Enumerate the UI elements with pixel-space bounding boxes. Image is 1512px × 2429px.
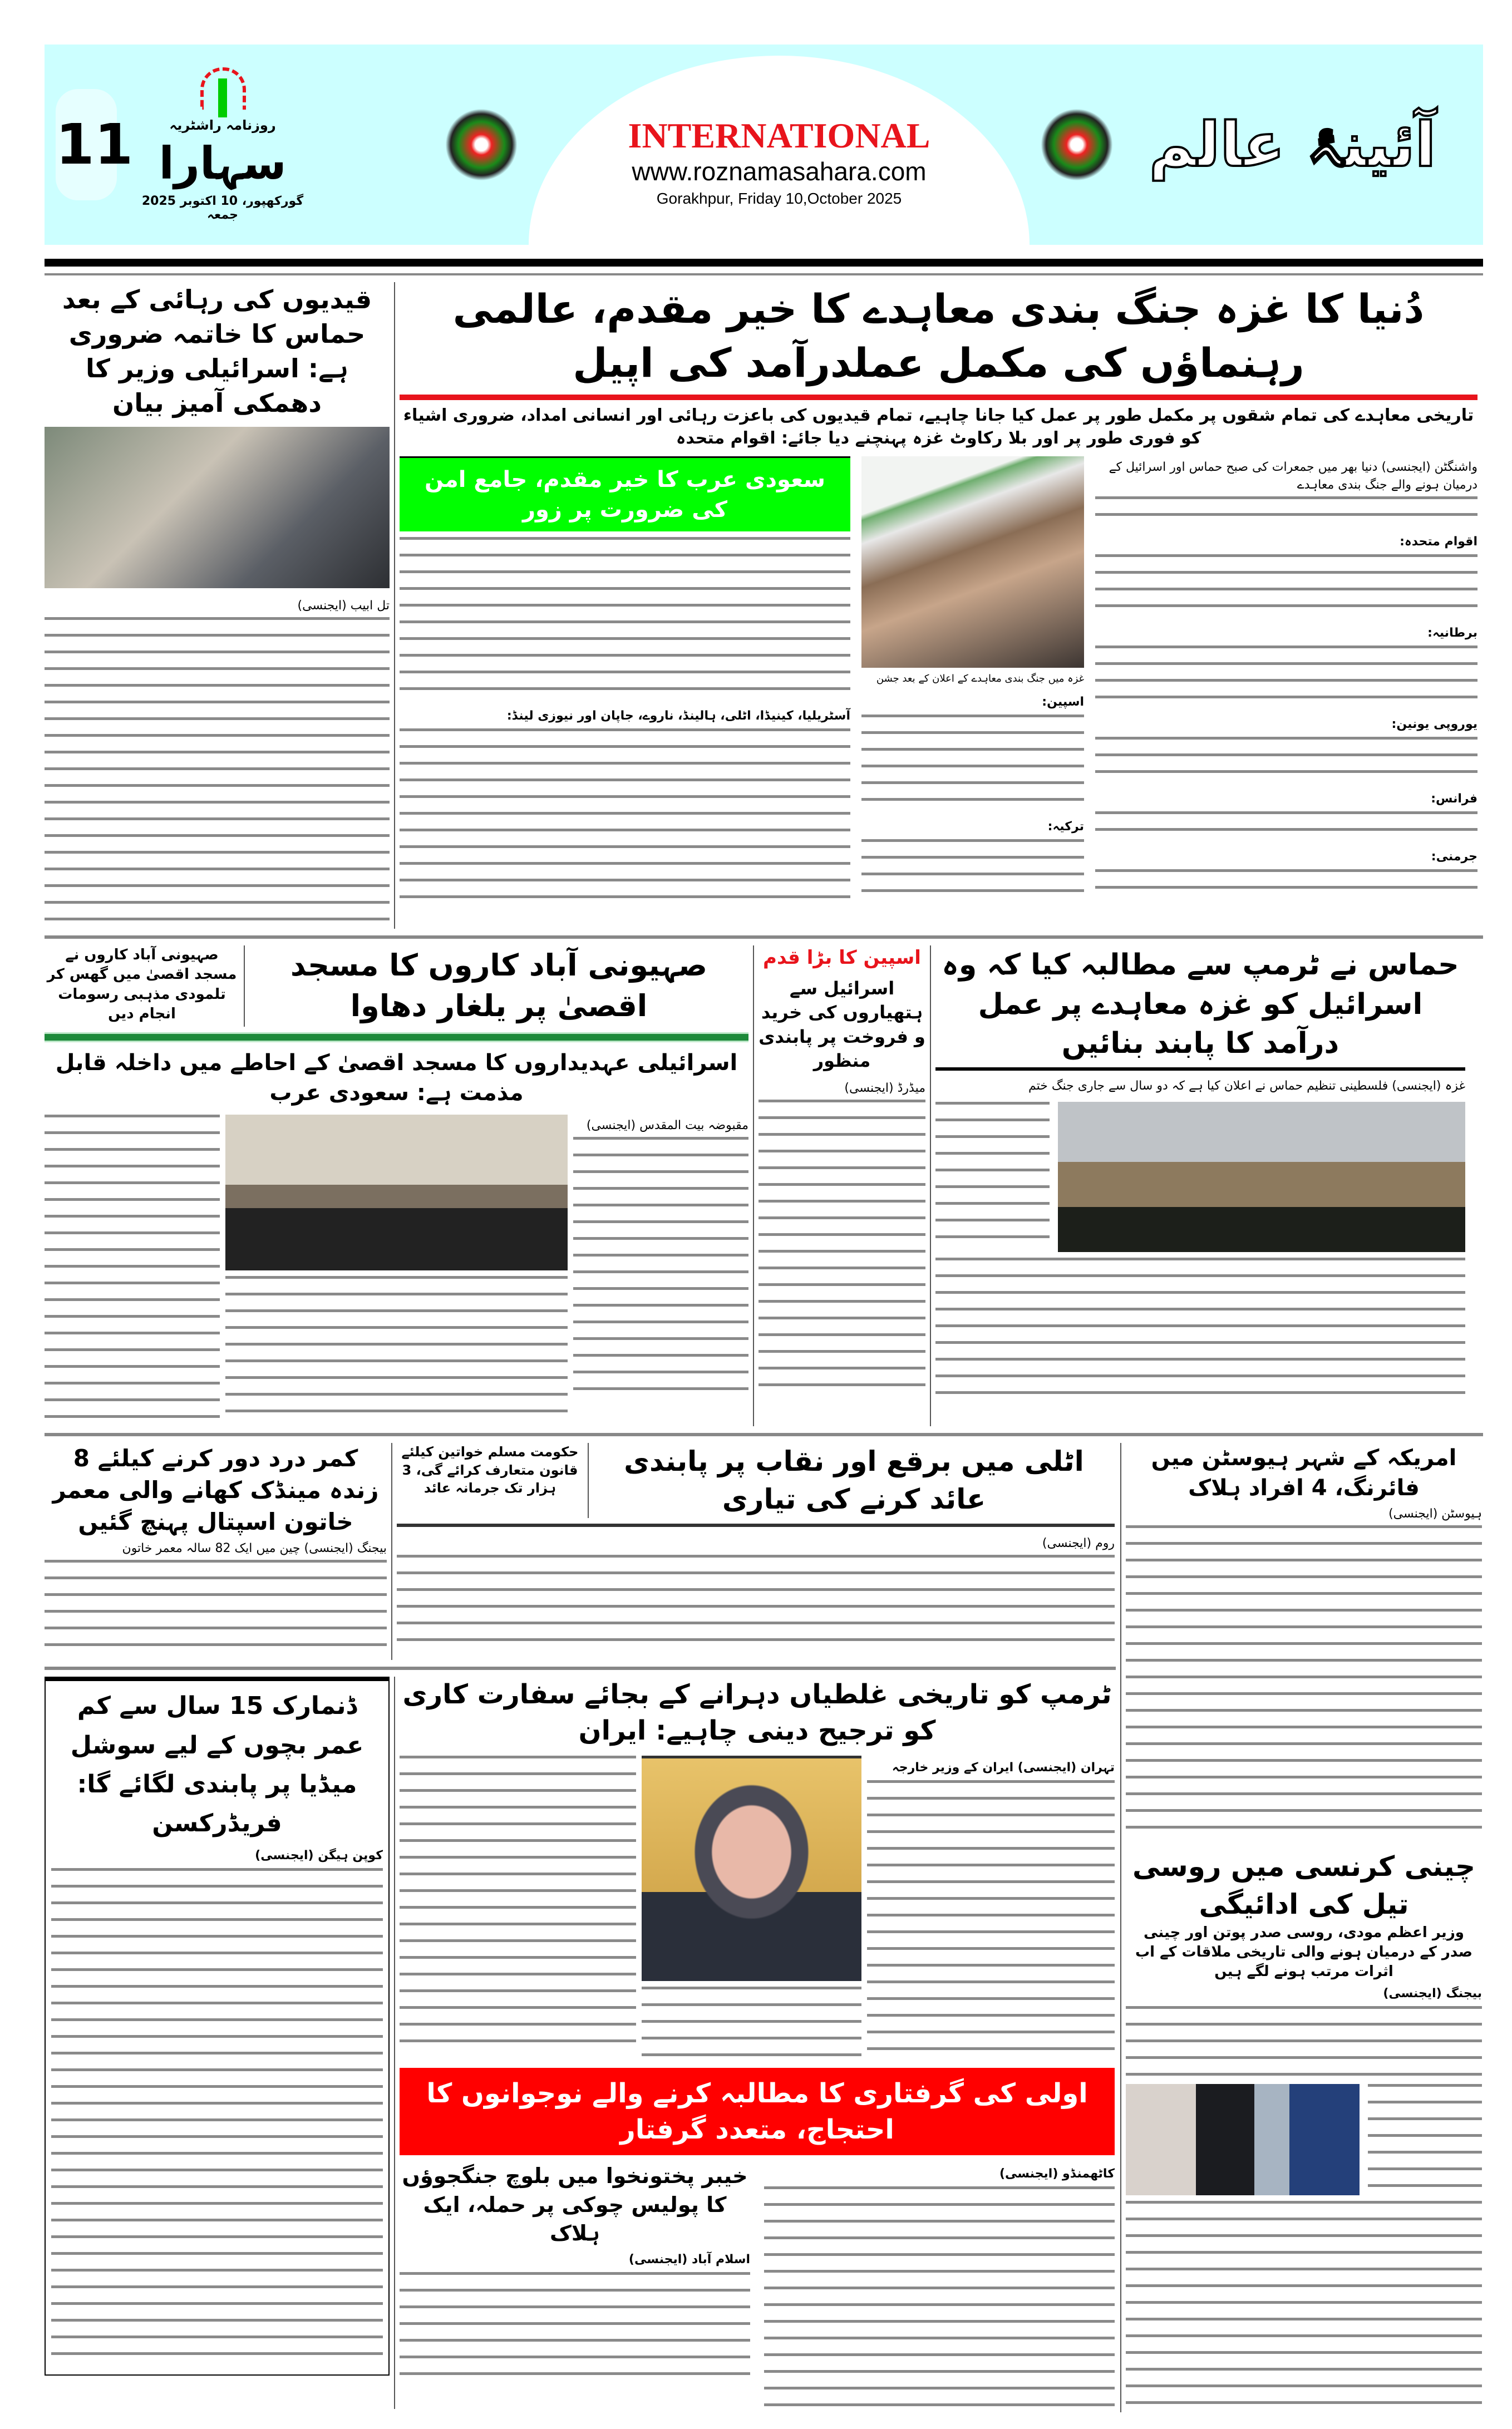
iran-body-left (400, 1756, 636, 2056)
hospital-dateline: بیجنگ (ایجنسی) چین میں ایک 82 سالہ معمر خاتون (122, 1541, 387, 1556)
aqsa-body-bottom (225, 1276, 568, 1426)
emblem-right (1041, 109, 1113, 181)
lead-label-spain: اسپین: (1042, 695, 1084, 710)
lead-body-right-5 (1095, 811, 1477, 845)
denmark-body (51, 1868, 383, 2369)
row-4 (45, 1677, 1116, 2409)
lead-body-right (1095, 496, 1477, 530)
italy-headline: اٹلی میں برقع اور نقاب پر پابندی عائد کرنے کی تیاری (624, 1445, 1084, 1515)
column-divider (588, 1443, 589, 1518)
china-body-2 (1368, 2084, 1482, 2195)
spain-headline: اسرائیل سے ہتھیاروں کی خرید و فروخت پر پابندی منظور (759, 978, 925, 1071)
lead-body-left (400, 537, 850, 704)
divider (45, 935, 1483, 939)
photo-gaza-celebration (861, 456, 1084, 668)
lead-col-a (400, 456, 850, 912)
nepal-banner (400, 2068, 1115, 2156)
lead-label-eu: یوروپی یونین: (1391, 717, 1477, 732)
left-top-dateline: تل ابیب (ایجنسی) (297, 599, 390, 613)
divider (45, 1667, 1116, 1670)
hamas-dateline: غزہ (ایجنسی) فلسطینی تنظیم حماس نے اعلان کیا ہے کہ دو سال سے جاری جنگ ختم (1028, 1078, 1465, 1093)
section-title-urdu: آئینۂ عالم (1149, 109, 1436, 180)
spain-story (759, 945, 925, 1389)
column-divider (391, 1443, 392, 1660)
italy-dateline: روم (ایجنسی) (1042, 1536, 1115, 1551)
lead-red-rule (400, 395, 1477, 400)
lead-story (400, 282, 1477, 912)
row-1 (45, 282, 1483, 929)
khyber-headline: خیبر پختونخوا میں بلوچ جنگجوؤں کا پولیس چوکی پر حملہ، ایک ہلاک (402, 2164, 748, 2245)
page-number: 11 (56, 89, 117, 200)
left-top-headline: قیدیوں کی رہائی کے بعد حماس کا خاتمہ ضروری ہے: اسرائیلی وزیر کا دھمکی آمیز بیان (62, 284, 372, 418)
saudi-box-headline: سعودی عرب کا خیر مقدم، جامع امن کی ضرورت پر زور (424, 467, 826, 523)
china-body-3 (1126, 2201, 1482, 2412)
lead-body-right-3 (1095, 646, 1477, 712)
lead-col-b (861, 456, 1084, 906)
lead-label-germany: جرمنی: (1431, 850, 1477, 864)
china-headline: چینی کرنسی میں روسی تیل کی ادائیگی (1132, 1850, 1476, 1920)
aqsa-body-left (45, 1115, 220, 1426)
column-divider (1120, 1443, 1121, 2412)
italy-rule (397, 1524, 1115, 1527)
saudi-box (400, 456, 850, 531)
nepal-body (764, 2186, 1115, 2409)
houston-body (1126, 1525, 1482, 1837)
denmark-box (45, 1677, 390, 2376)
website-link[interactable]: www.roznamasahara.com (632, 157, 927, 186)
khyber-story (400, 2162, 750, 2383)
left-top-body (45, 617, 390, 929)
hamas-story (935, 945, 1465, 1408)
china-body (1126, 2006, 1482, 2078)
lead-body-right-4 (1095, 737, 1477, 787)
lead-label-others: آسٹریلیا، کینیڈا، اٹلی، ہالینڈ، ناروے، جاپان اور نیوزی لینڈ: (506, 709, 850, 723)
aqsa-green-rule (45, 1032, 748, 1042)
aqsa-dateline: مقبوضہ بیت المقدس (ایجنسی) (586, 1119, 748, 1133)
italy-kicker: حکومت مسلم خواتین کیلئے قانون متعارف کرائے گی، 3 ہزار تک جرمانہ عائد (401, 1444, 579, 1496)
lead-col-c (1095, 456, 1477, 903)
lead-label-un: اقوام متحدہ: (1400, 535, 1477, 549)
khyber-body (400, 2272, 750, 2383)
masthead (45, 45, 1483, 245)
hamas-headline-2: اسرائیل کو غزہ معاہدے پر عمل درآمد کا پابند بنائیں (978, 987, 1423, 1060)
lead-body-middle-2 (861, 839, 1084, 906)
divider (45, 273, 1483, 275)
photo-hamas-fighters (1058, 1102, 1465, 1252)
lead-dateline: واشنگٹن (ایجنسی) دنیا بھر میں جمعرات کی صبح حماس اور اسرائیل کے درمیان ہونے والے جنگ بندی معاہدے (1109, 460, 1477, 492)
logo-emblem (200, 67, 245, 117)
hospital-headline: کمر درد دور کرنے کیلئے 8 زندہ مینڈک کھانے والی معمر خاتون اسپتال پہنچ گئیں (52, 1445, 379, 1535)
lead-body-right-6 (1095, 869, 1477, 903)
photo-aqsa-settlers (225, 1115, 568, 1270)
row-3-4 (45, 1443, 1483, 2412)
hospital-story (45, 1443, 387, 1660)
italy-story (397, 1443, 1115, 1655)
photo-caption: غزہ میں جنگ بندی معاہدے کے اعلان کے بعد جشن (876, 673, 1084, 685)
logo-block (139, 67, 306, 222)
photo-iran-minister (642, 1756, 861, 1981)
lead-label-france: فرانس: (1431, 792, 1477, 806)
nepal-story (764, 2162, 1115, 2409)
lead-body-middle (861, 715, 1084, 815)
arch (529, 56, 1030, 245)
hamas-rule (935, 1067, 1465, 1071)
iran-story (400, 1677, 1115, 2409)
row-3 (45, 1443, 1116, 1660)
lead-headline: دُنیا کا غزہ جنگ بندی معاہدے کا خیر مقدم، عالمی رہنماؤں کی مکمل عملدرآمد کی اپیل (452, 285, 1425, 387)
row-2 (45, 945, 1483, 1426)
khyber-dateline: اسلام آباد (ایجنسی) (628, 2253, 750, 2267)
iran-body-right (867, 1780, 1115, 2058)
nepal-headline: اولی کی گرفتاری کا مطالبہ کرنے والے نوجوانوں کا احتجاج، متعدد گرفتار (426, 2077, 1088, 2145)
column-divider (930, 945, 931, 1426)
iran-body-bottom (642, 1987, 861, 2059)
aqsa-body-right (573, 1137, 748, 1404)
dateline-en: Gorakhpur, Friday 10,October 2025 (656, 190, 902, 207)
photo-modi-putin-xi (1126, 2084, 1360, 2195)
page (45, 0, 1483, 2429)
masthead-rule (45, 259, 1483, 267)
hospital-body (45, 1560, 387, 1660)
houston-headline: امریکہ کے شہر ہیوسٹن میں فائرنگ، 4 افراد ہلاک (1151, 1445, 1457, 1501)
lead-label-turkey: ترکیہ: (1047, 820, 1084, 834)
lead-label-uk: برطانیہ: (1427, 626, 1477, 640)
aqsa-kicker: صہیونی آباد کاروں نے مسجد اقصیٰ میں گھس کر تلمودی مذہبی رسومات انجام دیں (47, 947, 237, 1022)
spain-dateline: میڈرڈ (ایجنسی) (844, 1081, 925, 1096)
denmark-dateline: کوپن ہیگن (ایجنسی) (255, 1848, 383, 1863)
right-column (1126, 1443, 1482, 2412)
lead-body-right-2 (1095, 554, 1477, 621)
aqsa-subheadline: اسرائیلی عہدیداروں کا مسجد اقصیٰ کے احاطے میں داخلہ قابل مذمت ہے: سعودی عرب (55, 1050, 738, 1106)
italy-body (397, 1555, 1115, 1655)
spain-body (759, 1100, 925, 1389)
china-subheadline: وزیر اعظم مودی، روسی صدر پوتن اور چینی صدر کے درمیان ہونے والی تاریخی ملاقات کے اب اثرات مرتب ہونے لگے ہیں (1135, 1924, 1472, 1980)
lead-subheadline: تاریخی معاہدے کی تمام شقوں پر مکمل طور پر عمل کیا جانا چاہیے، تمام قیدیوں کی باعزت رہائی اور انسانی امداد، ضروری اشیاء کو فوری طور پر اور بلا رکاوٹ غزہ پہنچنے دیا جائے: اقوام متحدہ (403, 406, 1474, 448)
column-divider (394, 282, 395, 929)
divider (45, 1433, 1483, 1436)
denmark-headline: ڈنمارک 15 سال سے کم عمر بچوں کے لیے سوشل میڈیا پر پابندی لگائے گا: فریڈرکسن (70, 1692, 364, 1838)
urdu-date: گورکھپور، 10 اکتوبر 2025 جمعہ (141, 194, 304, 222)
left-top-story (45, 282, 390, 929)
china-dateline: بیجنگ (ایجنسی) (1383, 1987, 1482, 2001)
emblem-left (445, 109, 518, 181)
aqsa-story (45, 945, 748, 1426)
column-divider (244, 945, 245, 1027)
paper-tagline: روزنامہ راشٹریہ (169, 117, 276, 133)
column-divider (753, 945, 754, 1426)
iran-headline: ٹرمپ کو تاریخی غلطیاں دہرانے کے بجائے سفارت کاری کو ترجیح دینی چاہیے: ایران (402, 1679, 1112, 1747)
lead-body-left-2 (400, 728, 850, 912)
aqsa-headline: صہیونی آباد کاروں کا مسجد اقصیٰ پر یلغار دھاوا (290, 948, 708, 1024)
hamas-headline-1: حماس نے ٹرمپ سے مطالبہ کیا کہ وہ (942, 948, 1459, 982)
hamas-body (935, 1102, 1050, 1252)
hamas-body-2 (935, 1258, 1465, 1408)
photo-israeli-minister (45, 427, 390, 588)
section-title-en: INTERNATIONAL (628, 116, 930, 155)
column-divider (394, 1677, 395, 2409)
iran-dateline: تہران (ایجنسی) ایران کے وزیر خارجہ (892, 1760, 1115, 1775)
paper-logo: سہارا (159, 137, 287, 189)
nepal-dateline: کاٹھمنڈو (ایجنسی) (999, 2167, 1115, 2181)
spain-kicker: اسپین کا بڑا قدم (763, 947, 921, 969)
houston-dateline: ہیوسٹن (ایجنسی) (1388, 1507, 1482, 1521)
